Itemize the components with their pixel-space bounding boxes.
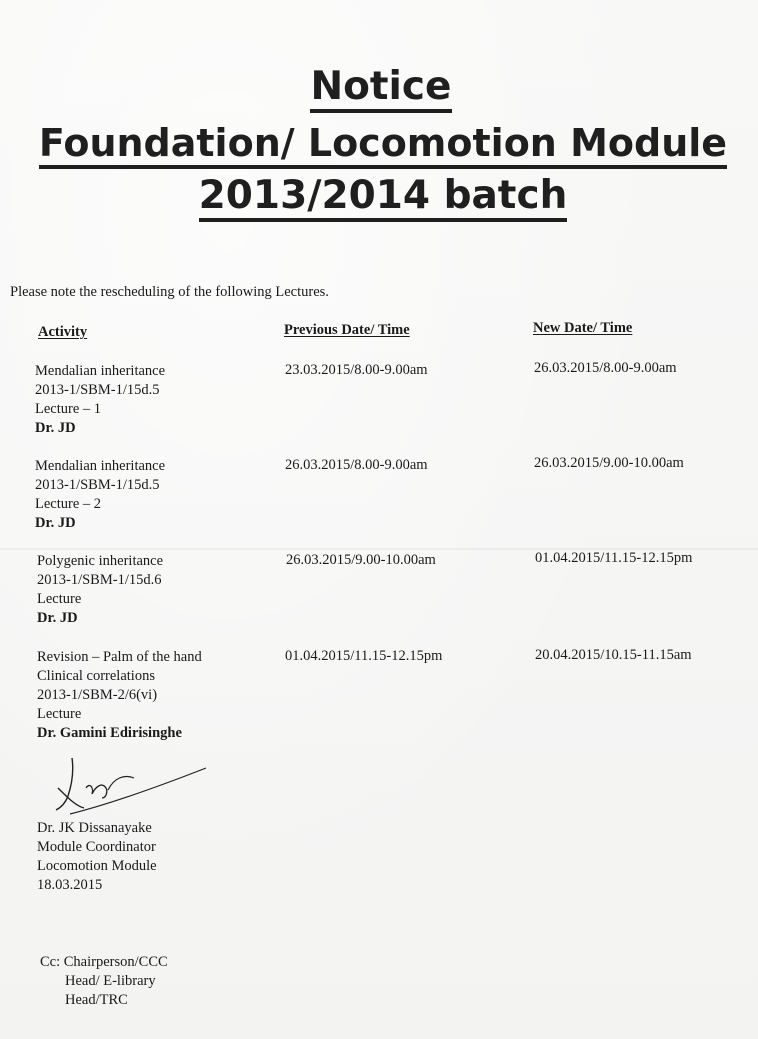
- activity-line: Lecture: [37, 706, 82, 722]
- table-row-4-new: 20.04.2015/10.15-11.15am: [535, 647, 692, 663]
- activity-line: 2013-1/SBM-1/15d.5: [35, 382, 160, 398]
- activity-line: Mendalian inheritance: [35, 458, 166, 474]
- lecturer-name: Dr. Gamini Edirisinghe: [37, 725, 182, 741]
- cc-line: Head/ E-library: [65, 973, 156, 989]
- lecturer-name: Dr. JD: [37, 610, 78, 626]
- table-row-3-activity: [37, 552, 163, 628]
- table-row-3-previous: 26.03.2015/9.00-10.00am: [286, 552, 436, 568]
- table-row-1-previous: 23.03.2015/8.00-9.00am: [285, 362, 428, 378]
- table-row-4-previous: 01.04.2015/11.15-12.15pm: [285, 648, 443, 664]
- column-header-previous: Previous Date/ Time: [284, 322, 410, 338]
- signatory-block: [37, 819, 157, 895]
- table-row-1-new: 26.03.2015/8.00-9.00am: [534, 360, 677, 376]
- intro-text: Please note the rescheduling of the following Lectures.: [10, 284, 329, 300]
- handwritten-signature: [50, 752, 220, 822]
- table-row-2-activity: [35, 457, 165, 533]
- column-header-new: New Date/ Time: [533, 320, 633, 336]
- activity-line: Clinical correlations: [37, 668, 155, 684]
- notice-title: [2, 64, 758, 113]
- activity-line: 2013-1/SBM-2/6(vi): [37, 687, 158, 703]
- signatory-title: Module Coordinator: [37, 839, 156, 855]
- activity-line: Revision – Palm of the hand: [37, 649, 202, 665]
- title-batch: 2013/2014 batch: [199, 176, 568, 222]
- lecturer-name: Dr. JD: [35, 420, 76, 436]
- signatory-name: Dr. JK Dissanayake: [37, 820, 152, 836]
- table-row-4-activity: [37, 648, 202, 743]
- column-header-activity: Activity: [38, 324, 88, 340]
- title-module: Foundation/ Locomotion Module: [39, 124, 727, 169]
- activity-line: Lecture: [37, 591, 82, 607]
- table-row-2-new: 26.03.2015/9.00-10.00am: [534, 455, 684, 471]
- activity-line: 2013-1/SBM-1/15d.6: [37, 572, 162, 588]
- table-row-1-activity: [35, 362, 165, 438]
- activity-line: Lecture – 1: [35, 401, 102, 417]
- title-notice: Notice: [310, 67, 451, 113]
- cc-block: [40, 953, 168, 1010]
- cc-line: Cc: Chairperson/CCC: [40, 954, 168, 970]
- lecturer-name: Dr. JD: [35, 515, 76, 531]
- table-row-3-new: 01.04.2015/11.15-12.15pm: [535, 550, 693, 566]
- table-row-2-previous: 26.03.2015/8.00-9.00am: [285, 457, 428, 473]
- activity-line: Polygenic inheritance: [37, 553, 164, 569]
- activity-line: 2013-1/SBM-1/15d.5: [35, 477, 160, 493]
- activity-line: Mendalian inheritance: [35, 363, 166, 379]
- signatory-module: Locomotion Module: [37, 858, 157, 874]
- activity-line: Lecture – 2: [35, 496, 102, 512]
- cc-line: Head/TRC: [65, 992, 128, 1008]
- module-title: [4, 121, 758, 169]
- batch-title: [4, 173, 758, 222]
- notice-date: 18.03.2015: [37, 877, 103, 893]
